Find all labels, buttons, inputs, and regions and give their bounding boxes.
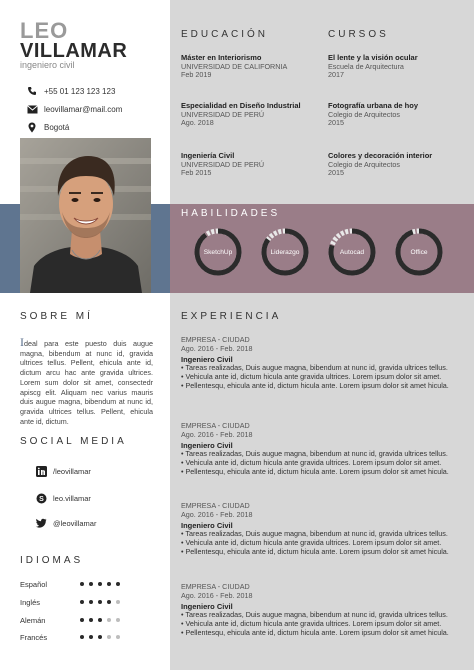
experience-company: EMPRESA - CIUDAD [181, 335, 250, 344]
course-item [328, 152, 468, 178]
level-dot [89, 600, 93, 604]
education-item [181, 102, 321, 128]
about-body: deal para este puesto duis augue magna, bibendum at nunc id, gravida ultrices tellus. Pellent, ehicula ante id, dictum arcu hac ante gravida ultrices. Lorem sum dolor sit amet, consectedr apiscg elit. Aliquam nec varius mauris duis augue magna, bibendum at nunc id, gravida ultrices tellus. Pellent, ehicula ante id, dictum. [20, 339, 153, 426]
level-dot [89, 618, 93, 622]
level-dot [107, 600, 111, 604]
course-title: El lente y la visión ocular [328, 53, 418, 62]
language-level-dots [80, 618, 120, 622]
education-place: UNIVERSIDAD DE CALIFORNIA [181, 61, 288, 71]
experience-company: EMPRESA - CIUDAD [181, 501, 250, 510]
level-dot [80, 635, 84, 639]
level-dot [116, 600, 120, 604]
level-dot [116, 582, 120, 586]
location-pin-icon [26, 121, 38, 133]
job-title: ingeniero civil [20, 60, 75, 70]
experience-bullet: • Tareas realizadas, Duis augue magna, bibendum at nunc id, gravida ultrices tellus. [181, 363, 448, 373]
experience-dates: Ago. 2016 - Feb. 2018 [181, 429, 253, 439]
course-place: Colegio de Arquitectos [328, 159, 400, 169]
left-column [0, 0, 170, 670]
experience-dates: Ago. 2016 - Feb. 2018 [181, 509, 253, 519]
education-heading: EDUCACIÓN [181, 29, 269, 40]
experience-position: Ingeniero Civil [181, 520, 233, 530]
language-row [20, 580, 150, 590]
language-row [20, 616, 150, 626]
experience-bullet: • Pellentesqu, ehicula ante id, dictum hicula ante. Lorem ipsum dolor sit amet hicula. [181, 546, 449, 556]
experience-bullet: • Pellentesqu, ehicula ante id, dictum hicula ante. Lorem ipsum dolor sit amet hicula. [181, 627, 449, 637]
skill-name: Liderazgo [270, 248, 300, 256]
level-dot [80, 600, 84, 604]
experience-bullet: • Pellentesqu, ehicula ante id, dictum hicula ante. Lorem ipsum dolor sit amet hicula. [181, 380, 449, 390]
experience-bullet: • Vehicula ante id, dictum hicula ante gravida ultrices. Lorem ipsum dolor sit amet. [181, 619, 442, 629]
skill-ring [394, 227, 444, 277]
about-initial: I [20, 335, 24, 349]
skill-name: Office [410, 248, 428, 256]
experience-item [181, 502, 466, 557]
languages-heading: IDIOMAS [20, 555, 84, 566]
language-row [20, 598, 150, 608]
language-name: Alemán [20, 616, 46, 625]
experience-dates: Ago. 2016 - Feb. 2018 [181, 343, 253, 353]
course-item [328, 102, 468, 128]
experience-position: Ingeniero Civil [181, 601, 233, 611]
education-place: UNIVERSIDAD DE PERÚ [181, 109, 265, 119]
skype-icon [36, 493, 47, 504]
svg-text:S: S [39, 495, 44, 503]
social-heading: SOCIAL MEDIA [20, 436, 127, 447]
experience-company: EMPRESA - CIUDAD [181, 421, 250, 430]
first-name: LEO [20, 18, 69, 43]
skill-ring [327, 227, 377, 277]
education-title: Máster en Interiorismo [181, 53, 262, 62]
education-date: Ago. 2018 [181, 118, 214, 128]
course-date: 2017 [328, 70, 344, 80]
level-dot [116, 635, 120, 639]
level-dot [89, 635, 93, 639]
level-dot [98, 600, 102, 604]
twitter-icon [36, 518, 47, 529]
experience-heading: EXPERIENCIA [181, 311, 282, 322]
experience-bullet: • Tareas realizadas, Duis augue magna, bibendum at nunc id, gravida ultrices tellus. [181, 449, 448, 459]
course-title: Fotografía urbana de hoy [328, 101, 419, 110]
experience-company: EMPRESA - CIUDAD [181, 582, 250, 591]
experience-position: Ingeniero Civil [181, 354, 233, 364]
language-name: Español [20, 580, 48, 589]
contact-location [26, 120, 69, 134]
experience-bullet: • Pellentesqu, ehicula ante id, dictum hicula ante. Lorem ipsum dolor sit amet hicula. [181, 466, 449, 476]
phone-icon [26, 85, 38, 97]
contact-email [26, 102, 122, 116]
social-linkedin[interactable] [36, 464, 91, 478]
experience-dates: Ago. 2016 - Feb. 2018 [181, 590, 253, 600]
skype-handle: leo.villamar [53, 493, 91, 503]
experience-item [181, 336, 466, 391]
experience-item [181, 422, 466, 477]
education-title: Ingeniería Civil [181, 151, 235, 160]
level-dot [80, 582, 84, 586]
language-name: Inglés [20, 598, 41, 607]
social-skype[interactable] [36, 491, 91, 505]
level-dot [98, 618, 102, 622]
language-level-dots [80, 635, 120, 639]
level-dot [107, 618, 111, 622]
experience-position: Ingeniero Civil [181, 440, 233, 450]
language-row [20, 633, 150, 643]
level-dot [98, 582, 102, 586]
language-level-dots [80, 600, 120, 604]
level-dot [107, 635, 111, 639]
education-title: Especialidad en Diseño Industrial [181, 101, 301, 110]
course-place: Colegio de Arquitectos [328, 109, 400, 119]
linkedin-icon [36, 466, 47, 477]
experience-bullet: • Vehicula ante id, dictum hicula ante gravida ultrices. Lorem ipsum dolor sit amet. [181, 372, 442, 382]
experience-bullet: • Tareas realizadas, Duis augue magna, bibendum at nunc id, gravida ultrices tellus. [181, 610, 448, 620]
course-item [328, 54, 468, 80]
courses-heading: CURSOS [328, 29, 389, 40]
language-name: Francés [20, 633, 48, 642]
skill-name: Autocad [339, 248, 365, 256]
experience-bullet: • Tareas realizadas, Duis augue magna, bibendum at nunc id, gravida ultrices tellus. [181, 529, 448, 539]
profile-photo [20, 138, 151, 293]
language-level-dots [80, 582, 120, 586]
course-date: 2015 [328, 118, 344, 128]
education-item [181, 152, 321, 178]
email-text: leovillamar@mail.com [44, 104, 123, 114]
level-dot [107, 582, 111, 586]
education-place: UNIVERSIDAD DE PERÚ [181, 159, 265, 169]
course-title: Colores y decoración interior [328, 151, 433, 160]
about-heading: SOBRE MÍ [20, 311, 93, 322]
linkedin-handle: /leovillamar [53, 466, 91, 476]
education-item [181, 54, 321, 80]
last-name: VILLAMAR [20, 40, 128, 62]
skill-ring [260, 227, 310, 277]
level-dot [80, 618, 84, 622]
level-dot [89, 582, 93, 586]
social-twitter[interactable] [36, 516, 96, 530]
skills-heading: HABILIDADES [181, 208, 281, 219]
level-dot [98, 635, 102, 639]
contact-phone [26, 84, 115, 98]
skill-name: SketchUp [203, 248, 233, 256]
education-date: Feb 2015 [181, 168, 212, 178]
about-text [20, 335, 153, 426]
phone-text: +55 01 123 123 123 [44, 86, 116, 96]
level-dot [116, 618, 120, 622]
experience-item [181, 583, 466, 638]
experience-bullet: • Vehicula ante id, dictum hicula ante gravida ultrices. Lorem ipsum dolor sit amet. [181, 458, 442, 468]
mail-icon [26, 103, 38, 115]
twitter-handle: @leovillamar [53, 518, 97, 528]
course-place: Escuela de Arquitectura [328, 61, 404, 71]
course-date: 2015 [328, 168, 344, 178]
experience-bullet: • Vehicula ante id, dictum hicula ante gravida ultrices. Lorem ipsum dolor sit amet. [181, 538, 442, 548]
skill-ring [193, 227, 243, 277]
location-text: Bogotá [44, 122, 70, 132]
education-date: Feb 2019 [181, 70, 212, 80]
